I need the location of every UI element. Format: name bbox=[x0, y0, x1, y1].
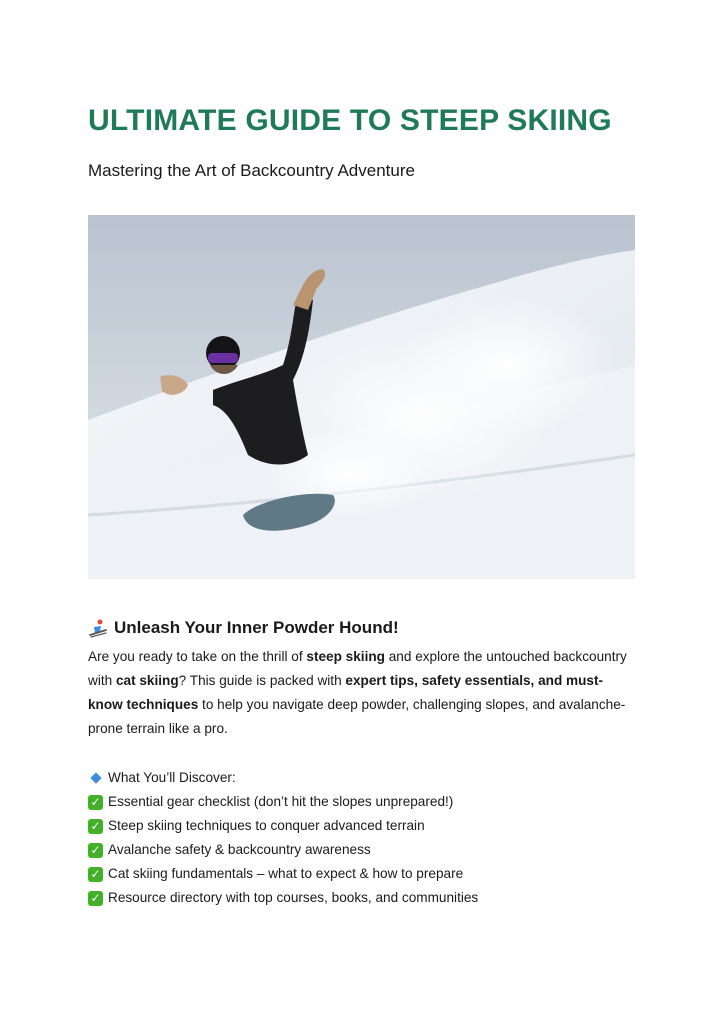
discover-heading bbox=[88, 766, 478, 790]
check-mark-icon: ✓ bbox=[88, 819, 103, 834]
list-item-text: Cat skiing fundamentals – what to expect & how to prepare bbox=[108, 866, 464, 881]
check-mark-icon: ✓ bbox=[88, 867, 103, 882]
page-subtitle: Mastering the Art of Backcountry Adventure bbox=[88, 161, 415, 180]
check-mark-icon: ✓ bbox=[88, 843, 103, 858]
list-item bbox=[88, 790, 478, 814]
list-item bbox=[88, 814, 478, 838]
check-mark-icon: ✓ bbox=[88, 891, 103, 906]
paragraph-text: ? This guide is packed with bbox=[178, 673, 346, 688]
paragraph-bold: steep skiing bbox=[306, 649, 385, 664]
section-heading-text: Unleash Your Inner Powder Hound! bbox=[114, 618, 399, 637]
paragraph-bold: cat skiing bbox=[115, 673, 179, 688]
list-item bbox=[88, 886, 478, 910]
paragraph-text: Are you ready to take on the thrill of bbox=[88, 649, 307, 664]
list-item bbox=[88, 838, 478, 862]
check-mark-icon: ✓ bbox=[88, 795, 103, 810]
paragraph-text: and explore the untouched backcountry with bbox=[88, 649, 627, 688]
list-item-text: Avalanche safety & backcountry awareness bbox=[108, 842, 371, 857]
discover-heading-text: What You’ll Discover: bbox=[108, 770, 236, 785]
paragraph-text: to help you navigate deep powder, challenging slopes, and avalanche-prone terrain like a pro. bbox=[88, 697, 626, 736]
page-title: ULTIMATE GUIDE TO STEEP SKIING bbox=[88, 104, 612, 137]
snowboarder-photo bbox=[88, 215, 635, 579]
section-heading bbox=[88, 618, 399, 638]
list-item-text: Steep skiing techniques to conquer advanced terrain bbox=[108, 818, 425, 833]
discover-list bbox=[88, 766, 478, 910]
intro-paragraph bbox=[88, 645, 628, 741]
blue-diamond-icon bbox=[90, 772, 101, 783]
skier-icon bbox=[88, 618, 108, 638]
list-item bbox=[88, 862, 478, 886]
hero-image bbox=[88, 215, 635, 579]
list-item-text: Essential gear checklist (don’t hit the slopes unprepared!) bbox=[108, 794, 454, 809]
paragraph-bold: expert tips, safety essentials, and must-know techniques bbox=[88, 673, 604, 712]
list-item-text: Resource directory with top courses, books, and communities bbox=[108, 890, 479, 905]
